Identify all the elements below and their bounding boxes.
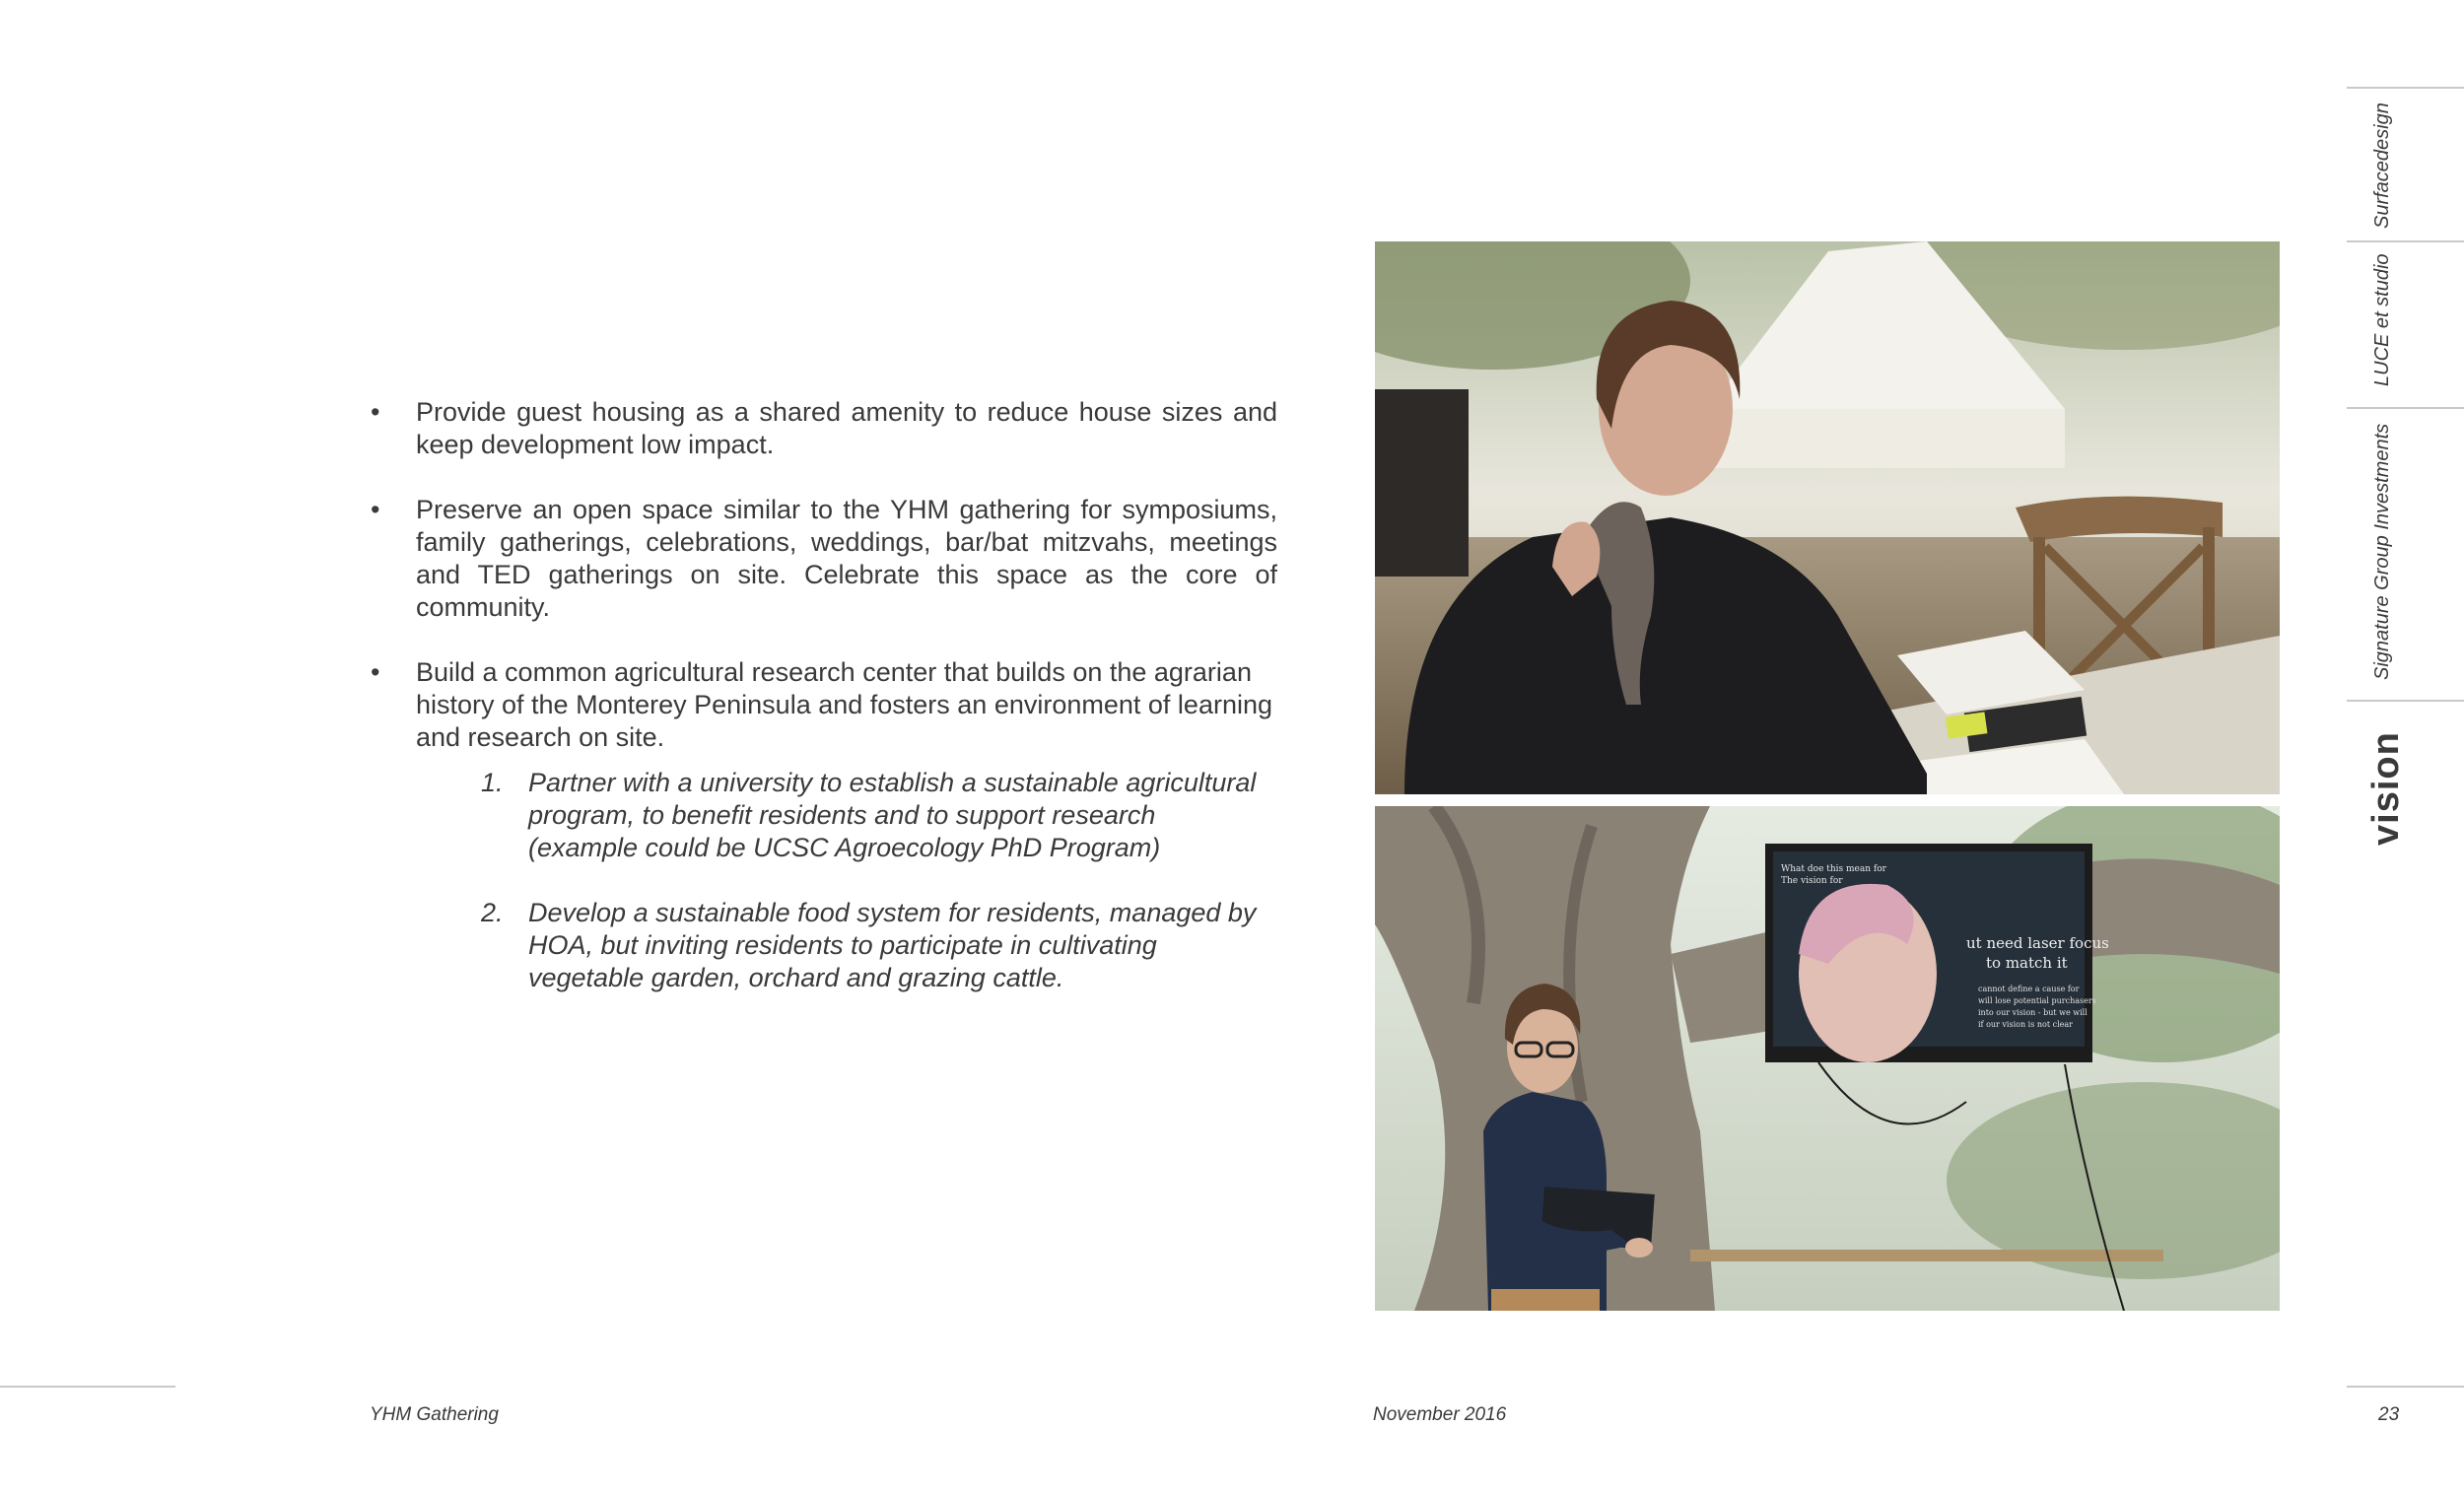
numbered-sub-list — [365, 767, 1277, 994]
sidebar-rule — [2347, 407, 2464, 409]
bullet-item-guest-housing — [365, 396, 1277, 461]
footer-document-title: YHM Gathering — [370, 1404, 499, 1425]
sidebar-rule — [2347, 700, 2464, 702]
footer-rule-right — [2347, 1386, 2464, 1388]
screen-small-4: if our vision is not clear — [1978, 1020, 2073, 1029]
body-text-column — [365, 396, 1277, 1027]
photo-woman-speaking — [1375, 241, 2280, 794]
bullet-text: Preserve an open space similar to the YHM gathering for symposiums, family gatherings, celebrations, weddings, bar/bat mitzvahs, meetings and TED gatherings on site. Celebrate this space as the core of community. — [416, 495, 1277, 622]
sub-item-food-system — [481, 897, 1267, 994]
sidebar-credit-signature-group: Signature Group Investments — [2371, 423, 2393, 680]
bullet-marker: • — [371, 495, 380, 524]
sub-item-text: Partner with a university to establish a sustainable agricultural program, to benefit residents and to support research (example could be UCSC Agroecology PhD Program) — [528, 768, 1257, 862]
sidebar-rule-top — [2347, 87, 2464, 89]
bullet-text: Provide guest housing as a shared amenity to reduce house sizes and keep development low impact. — [416, 397, 1277, 459]
section-title-vision: vision — [2365, 731, 2407, 846]
bullet-text: Build a common agricultural research center that builds on the agrarian history of the Monterey Peninsula and fosters an environment of learning and research on site. — [416, 657, 1272, 752]
screen-heading-1: ut need laser focus — [1966, 934, 2109, 952]
screen-small-1: cannot define a cause for — [1978, 985, 2080, 993]
sidebar-rule — [2347, 240, 2464, 242]
bullet-marker: • — [371, 397, 380, 427]
photo-woman-speaking-image — [1375, 241, 2280, 794]
screen-line-2: The vision for — [1781, 876, 1843, 886]
bullet-item-research-center — [365, 656, 1277, 754]
screen-heading-2: to match it — [1986, 954, 2068, 972]
bullet-marker: • — [371, 657, 380, 687]
footer-rule-left — [0, 1386, 175, 1388]
sidebar-credit-surfacedesign: Surfacedesign — [2371, 102, 2393, 229]
photo-man-presenting — [1375, 806, 2280, 1311]
bullet-item-open-space — [365, 494, 1277, 624]
footer-page-number: 23 — [2378, 1404, 2400, 1425]
sidebar-credit-luce: LUCE et studio — [2371, 253, 2393, 386]
sub-item-number: 2. — [481, 898, 504, 927]
sub-item-number: 1. — [481, 768, 504, 797]
screen-small-2: will lose potential purchasers — [1978, 996, 2096, 1005]
sub-item-text: Develop a sustainable food system for residents, managed by HOA, but inviting residents to participate in cultivating vegetable garden, orchard and grazing cattle. — [528, 898, 1257, 992]
sub-item-university-partner — [481, 767, 1267, 864]
footer-date: November 2016 — [1373, 1404, 1507, 1425]
screen-small-3: into our vision - but we will — [1978, 1008, 2088, 1017]
photo-man-presenting-image — [1375, 806, 2280, 1311]
screen-line-1: What doe this mean for — [1781, 864, 1886, 874]
